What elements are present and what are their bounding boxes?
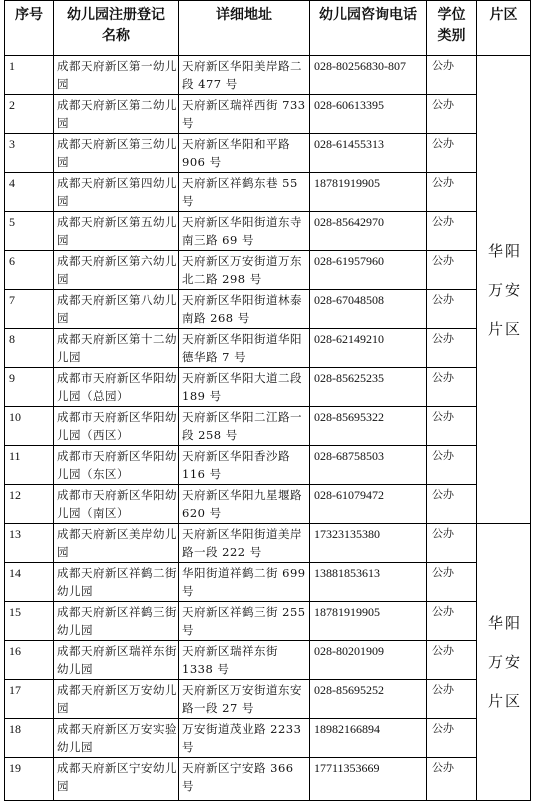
kindergarten-address: 天府新区华阳街道华阳德华路 7 号	[179, 329, 310, 368]
table-row	[5, 641, 531, 680]
row-no: 16	[5, 641, 54, 680]
place-category: 公办	[427, 758, 477, 801]
table-row	[5, 95, 531, 134]
table-row	[5, 680, 531, 719]
kindergarten-address: 天府新区华阳大道二段 189 号	[179, 368, 310, 407]
row-no: 1	[5, 56, 54, 95]
place-category: 公办	[427, 485, 477, 524]
table-row	[5, 134, 531, 173]
kindergarten-address: 天府新区祥鹤东巷 55 号	[179, 173, 310, 212]
place-category: 公办	[427, 641, 477, 680]
place-category: 公办	[427, 95, 477, 134]
kindergarten-name: 成都天府新区第三幼儿园	[54, 134, 179, 173]
kindergarten-phone: 028-60613395	[310, 95, 427, 134]
row-no: 14	[5, 563, 54, 602]
kindergarten-name: 成都市天府新区华阳幼儿园（南区）	[54, 485, 179, 524]
district-label-line: 万安	[487, 653, 522, 671]
kindergarten-address: 华阳街道祥鹤二街 699 号	[179, 563, 310, 602]
header-no: 序号	[5, 1, 54, 56]
row-no: 18	[5, 719, 54, 758]
row-no: 4	[5, 173, 54, 212]
kindergarten-table-document	[4, 0, 531, 801]
kindergarten-address: 天府新区华阳街道林泰南路 268 号	[179, 290, 310, 329]
kindergarten-address: 天府新区华阳街道美岸路一段 222 号	[179, 524, 310, 563]
kindergarten-phone: 028-85695252	[310, 680, 427, 719]
row-no: 8	[5, 329, 54, 368]
place-category: 公办	[427, 407, 477, 446]
row-no: 5	[5, 212, 54, 251]
place-category: 公办	[427, 134, 477, 173]
place-category: 公办	[427, 524, 477, 563]
kindergarten-phone: 028-67048508	[310, 290, 427, 329]
kindergarten-table	[4, 0, 531, 801]
kindergarten-name: 成都天府新区祥鹤二街幼儿园	[54, 563, 179, 602]
kindergarten-address: 天府新区华阳香沙路 116 号	[179, 446, 310, 485]
district-label-line: 万安	[487, 280, 522, 299]
header-category: 学位类别	[427, 1, 477, 56]
kindergarten-phone: 18781919905	[310, 173, 427, 212]
kindergarten-address: 天府新区瑞祥西街 733 号	[179, 95, 310, 134]
place-category: 公办	[427, 563, 477, 602]
district-cell	[477, 56, 531, 524]
kindergarten-name: 成都市天府新区华阳幼儿园（东区）	[54, 446, 179, 485]
place-category: 公办	[427, 602, 477, 641]
table-row	[5, 602, 531, 641]
place-category: 公办	[427, 680, 477, 719]
kindergarten-address: 万安街道茂业路 2233 号	[179, 719, 310, 758]
table-row	[5, 407, 531, 446]
kindergarten-phone: 028-61957960	[310, 251, 427, 290]
header-row	[5, 1, 531, 56]
table-row	[5, 368, 531, 407]
place-category: 公办	[427, 251, 477, 290]
kindergarten-address: 天府新区万安街道东安路一段 27 号	[179, 680, 310, 719]
table-row	[5, 719, 531, 758]
row-no: 10	[5, 407, 54, 446]
kindergarten-address: 天府新区华阳九星堰路 620 号	[179, 485, 310, 524]
kindergarten-name: 成都天府新区祥鹤三街幼儿园	[54, 602, 179, 641]
place-category: 公办	[427, 212, 477, 251]
table-row	[5, 212, 531, 251]
kindergarten-address: 天府新区万安街道万东北二路 298 号	[179, 251, 310, 290]
row-no: 19	[5, 758, 54, 801]
kindergarten-phone: 028-68758503	[310, 446, 427, 485]
kindergarten-name: 成都天府新区万安实验幼儿园	[54, 719, 179, 758]
kindergarten-address: 天府新区华阳和平路 906 号	[179, 134, 310, 173]
district-label-line: 华阳	[487, 241, 522, 260]
kindergarten-phone: 028-80256830-807	[310, 56, 427, 95]
kindergarten-phone: 028-80201909	[310, 641, 427, 680]
place-category: 公办	[427, 56, 477, 95]
header-district: 片区	[477, 1, 531, 56]
kindergarten-phone: 028-85625235	[310, 368, 427, 407]
kindergarten-phone: 17711353669	[310, 758, 427, 801]
kindergarten-phone: 028-61079472	[310, 485, 427, 524]
kindergarten-name: 成都市天府新区华阳幼儿园（西区）	[54, 407, 179, 446]
kindergarten-name: 成都天府新区第八幼儿园	[54, 290, 179, 329]
place-category: 公办	[427, 173, 477, 212]
kindergarten-name: 成都天府新区第六幼儿园	[54, 251, 179, 290]
kindergarten-name: 成都天府新区瑞祥东街幼儿园	[54, 641, 179, 680]
kindergarten-name: 成都天府新区宁安幼儿园	[54, 758, 179, 801]
row-no: 9	[5, 368, 54, 407]
kindergarten-phone: 17323135380	[310, 524, 427, 563]
header-phone: 幼儿园咨询电话	[310, 1, 427, 56]
kindergarten-name: 成都天府新区万安幼儿园	[54, 680, 179, 719]
kindergarten-phone: 18781919905	[310, 602, 427, 641]
row-no: 13	[5, 524, 54, 563]
kindergarten-address: 天府新区宁安路 366 号	[179, 758, 310, 801]
kindergarten-phone: 028-85695322	[310, 407, 427, 446]
row-no: 17	[5, 680, 54, 719]
place-category: 公办	[427, 290, 477, 329]
place-category: 公办	[427, 446, 477, 485]
place-category: 公办	[427, 329, 477, 368]
kindergarten-name: 成都天府新区第一幼儿园	[54, 56, 179, 95]
row-no: 7	[5, 290, 54, 329]
district-cell	[477, 524, 531, 801]
table-row	[5, 563, 531, 602]
place-category: 公办	[427, 719, 477, 758]
kindergarten-address: 天府新区祥鹤三街 255 号	[179, 602, 310, 641]
row-no: 2	[5, 95, 54, 134]
row-no: 3	[5, 134, 54, 173]
kindergarten-name: 成都天府新区第二幼儿园	[54, 95, 179, 134]
district-label-line: 片区	[487, 319, 522, 338]
row-no: 6	[5, 251, 54, 290]
header-name: 幼儿园注册登记名称	[54, 1, 179, 56]
kindergarten-phone: 028-85642970	[310, 212, 427, 251]
kindergarten-name: 成都市天府新区华阳幼儿园（总园）	[54, 368, 179, 407]
row-no: 11	[5, 446, 54, 485]
table-row	[5, 290, 531, 329]
table-row	[5, 56, 531, 95]
kindergarten-name: 成都天府新区第四幼儿园	[54, 173, 179, 212]
table-row	[5, 446, 531, 485]
kindergarten-phone: 13881853613	[310, 563, 427, 602]
table-row	[5, 173, 531, 212]
kindergarten-name: 成都天府新区第十二幼儿园	[54, 329, 179, 368]
kindergarten-address: 天府新区华阳二江路一段 258 号	[179, 407, 310, 446]
kindergarten-address: 天府新区华阳美岸路二段 477 号	[179, 56, 310, 95]
kindergarten-address: 天府新区瑞祥东街 1338 号	[179, 641, 310, 680]
row-no: 12	[5, 485, 54, 524]
table-body	[5, 56, 531, 801]
kindergarten-phone: 028-62149210	[310, 329, 427, 368]
table-row	[5, 758, 531, 801]
kindergarten-name: 成都天府新区美岸幼儿园	[54, 524, 179, 563]
kindergarten-name: 成都天府新区第五幼儿园	[54, 212, 179, 251]
district-label-line: 华阳	[487, 614, 522, 632]
row-no: 15	[5, 602, 54, 641]
table-row	[5, 485, 531, 524]
kindergarten-address: 天府新区华阳街道东寺南三路 69 号	[179, 212, 310, 251]
kindergarten-phone: 028-61455313	[310, 134, 427, 173]
table-row	[5, 251, 531, 290]
table-row	[5, 329, 531, 368]
place-category: 公办	[427, 368, 477, 407]
kindergarten-phone: 18982166894	[310, 719, 427, 758]
table-row	[5, 524, 531, 563]
district-label-line: 片区	[487, 692, 522, 710]
header-address: 详细地址	[179, 1, 310, 56]
